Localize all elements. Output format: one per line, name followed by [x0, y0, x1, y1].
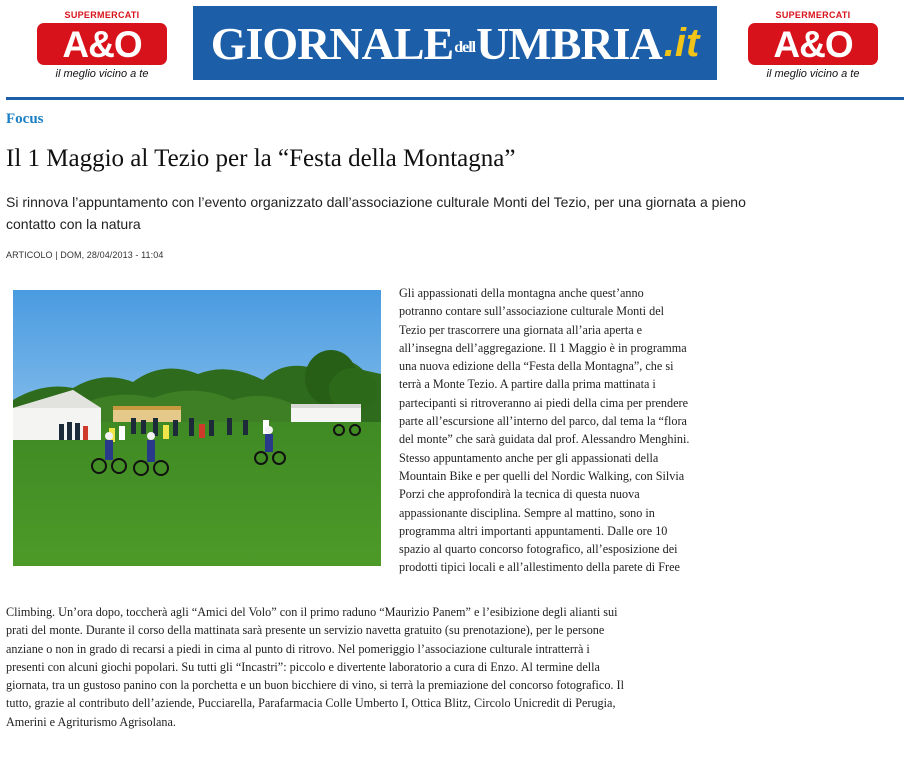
article-title: Il 1 Maggio al Tezio per la “Festa della Montagna” — [6, 145, 516, 172]
article-body-full — [6, 603, 906, 731]
ad-banner-right[interactable] — [748, 10, 878, 80]
body-line: giornata, tra un gustoso panino con la porchetta e un buon bicchiere di vino, si terrà la premiazione del concorso fotografico. Il — [6, 678, 624, 693]
article-body-column — [399, 284, 769, 577]
body-line: parte all’escursione all’interno del parco, dal tema la “flora — [399, 414, 687, 429]
masthead-name-a: GIORNALE — [210, 17, 454, 69]
body-line: Tezio per trascorrere una giornata all’aria aperta e — [399, 322, 643, 337]
body-line: Mountain Bike e per quelli del Nordic Walking, con Silvia — [399, 468, 685, 483]
header-divider — [6, 97, 904, 100]
ao-logo-text: A&O — [773, 23, 853, 65]
ao-logo — [748, 23, 878, 65]
body-line: Climbing. Un’ora dopo, toccherà agli “Amici del Volo” con il primo raduno “Maurizio Panem” e l’esibizione degli alianti sui — [6, 605, 618, 619]
body-line: anziane o non in grado di recarsi a piedi in cima al punto di ritrovo. Nel pomeriggio l’associazione culturale intratterrà i — [6, 641, 590, 656]
body-line: prati del monte. Durante il corso della mattinata sarà presente un servizio navetta gratuito (su prenotazione), per le persone — [6, 623, 605, 638]
body-line: appassionante disciplina. Sempre al mattino, sono in — [399, 505, 655, 520]
body-line: tutto, grazie al contributo dell’aziende, Pucciarella, Parafarmacia Colle Umberto I, Ottica Blitz, Circolo Unicredit di Perugia, — [6, 696, 616, 711]
ad-banner-left[interactable] — [37, 10, 167, 80]
ad-slogan: il meglio vicino a te — [55, 68, 149, 80]
body-line: programma altri importanti appuntamenti. Dalle ore 10 — [399, 523, 668, 538]
body-line: spazio al quarto concorso fotografico, all’esposizione dei — [399, 542, 678, 557]
ad-tag: SUPERMERCATI — [775, 10, 851, 20]
masthead-name-dell: dell — [454, 38, 476, 56]
body-line: potranno contare sull’associazione culturale Monti del — [399, 304, 664, 319]
body-line: Amerini e Agriturismo Agrisolana. — [6, 714, 176, 729]
section-label[interactable]: Focus — [6, 111, 44, 127]
body-line: all’insegna dell’aggregazione. Il 1 Maggio è in programma — [399, 340, 687, 355]
masthead-name — [211, 17, 662, 70]
body-line: una nuova edizione della “Festa della Montagna”, che si — [399, 359, 674, 374]
body-line: presenti con alcuni giochi popolari. Su tutti gli “Incastri”: piccolo e divertente laboratorio a cura di Enzo. Al termine della — [6, 659, 600, 674]
ao-logo — [37, 23, 167, 65]
ad-tag: SUPERMERCATI — [64, 10, 140, 20]
body-line: Stesso appuntamento anche per gli appassionati della — [399, 450, 659, 465]
ad-slogan: il meglio vicino a te — [766, 68, 860, 80]
masthead-tld: .it — [663, 20, 700, 65]
body-line: partecipanti si ritroveranno ai piedi della cima per prendere — [399, 395, 688, 410]
body-line: del monte” che sarà guidata dal prof. Alessandro Menghini. — [399, 432, 690, 447]
masthead-name-b: UMBRIA — [476, 17, 662, 69]
body-line: prodotti tipici locali e all’allestimento della parete di Free — [399, 560, 680, 575]
body-line: Porzi che approfondirà la tecnica di questa nuova — [399, 487, 640, 502]
body-line: Gli appassionati della montagna anche quest’anno — [399, 286, 644, 300]
festival-photo — [13, 290, 381, 566]
article-photo — [13, 290, 381, 566]
ao-logo-text: A&O — [62, 23, 142, 65]
article-subtitle: Si rinnova l’appuntamento con l’evento organizzato dall’associazione culturale Monti del Tezio, per una giornata a pieno contatto con la natura — [6, 194, 746, 232]
masthead-logo[interactable] — [193, 6, 717, 80]
body-line: terrà a Monte Tezio. A partire dalla prima mattinata i — [399, 377, 656, 392]
article-meta: ARTICOLO | DOM, 28/04/2013 - 11:04 — [6, 250, 164, 260]
